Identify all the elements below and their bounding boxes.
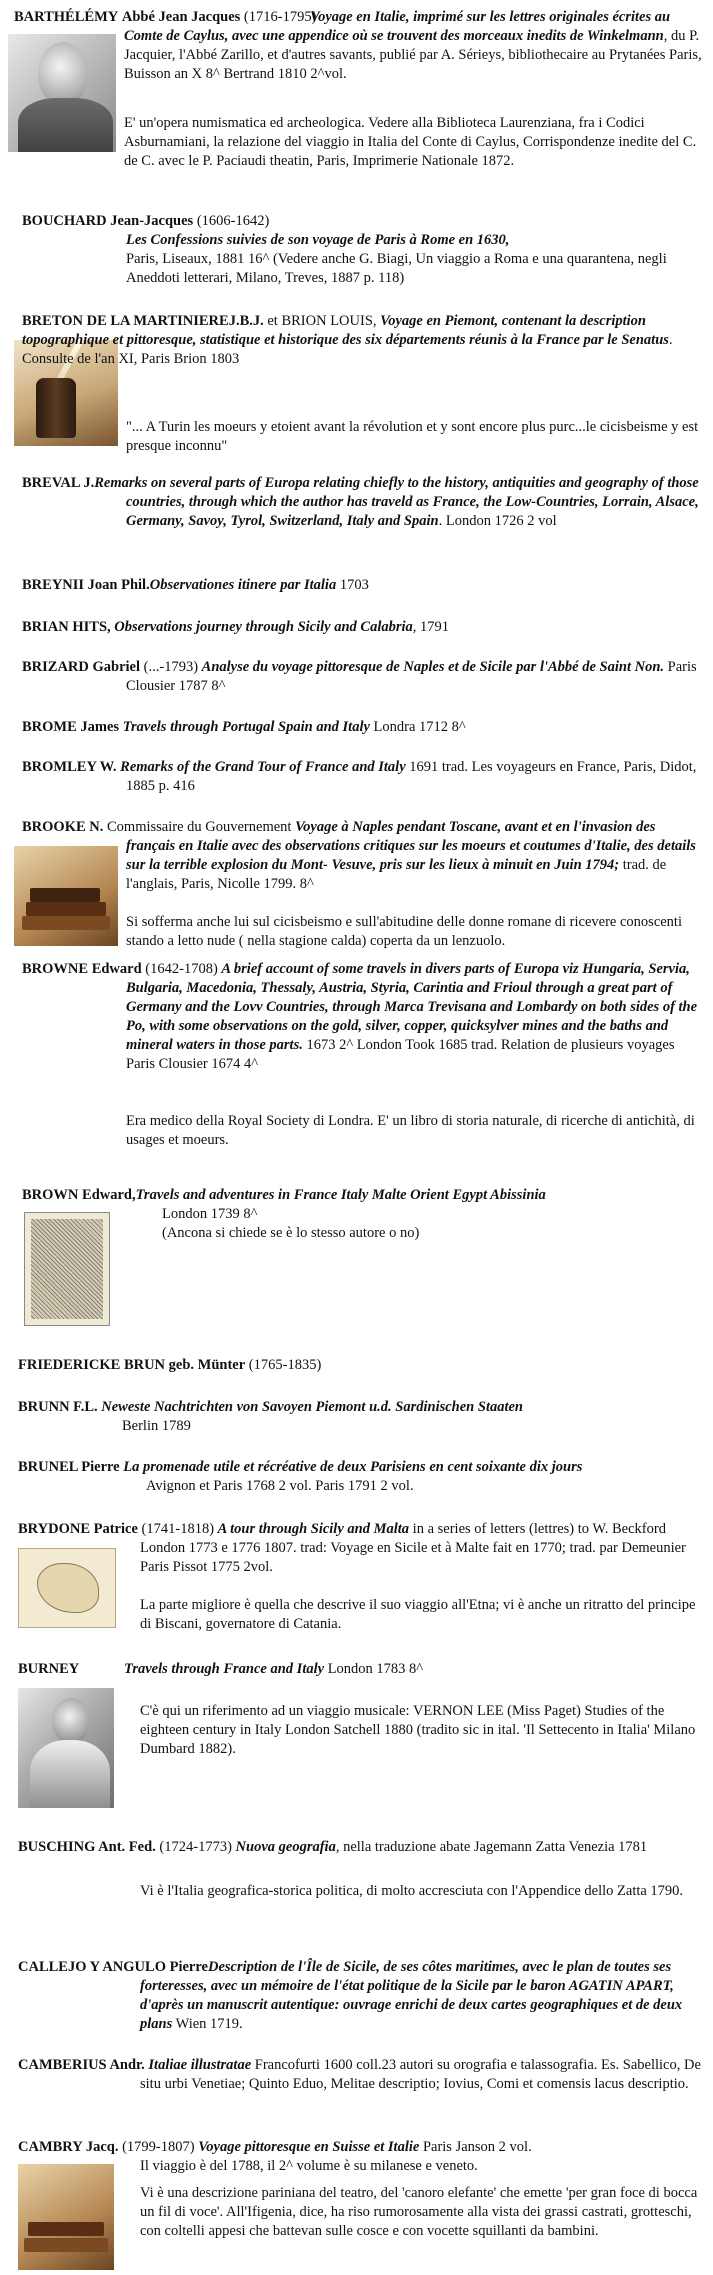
entry-heading — [22, 576, 706, 595]
book-title: Travels through Portugal Spain and Italy — [122, 719, 370, 735]
author-name: CALLEJO Y ANGULO Pierre — [18, 1959, 208, 1975]
entry-body — [146, 1477, 706, 1496]
entry-note — [126, 913, 706, 951]
entry-body — [126, 231, 706, 288]
book-title: Voyage en Piemont, contenant la description topographique et pittoresque, statistique et historique des six départements réunis à la France par le Senatus — [22, 313, 669, 348]
portrait-image — [8, 34, 116, 152]
author-name: BROOKE N. — [22, 819, 104, 835]
author-role: Commissaire du Gouvernement — [103, 819, 296, 835]
author-name: BOUCHARD Jean-Jacques — [22, 213, 194, 229]
entry-note — [140, 1596, 706, 1634]
publication-info: , 1791 — [412, 619, 450, 635]
author-name: BRETON DE LA MARTINIEREJ.B.J. — [22, 313, 264, 329]
book-title: Voyage pittoresque en Suisse et Italie — [198, 2139, 420, 2155]
entry-heading — [18, 1958, 706, 2034]
book-title: Travels through France and Italy — [124, 1661, 325, 1677]
book-title: Voyage à Naples pendant Toscane, avant et en l'invasion des français en Italie avec des observations critiques sur les moeurs et coutumes d'Italie, des details sur la terrible explosion du Mont- Vesuve, pris sur les lieux à minuit en Juin 1794; — [126, 819, 696, 873]
publication-info: , nella traduzione abate Jagemann Zatta Venezia 1781 — [335, 1839, 648, 1855]
entry-heading — [22, 718, 706, 737]
author-name: BRIAN HITS, — [22, 619, 115, 635]
publication-info: London 1783 8^ — [324, 1661, 424, 1677]
publication-info: Paris Janson 2 vol. — [419, 2139, 532, 2155]
entry-heading — [22, 818, 706, 894]
entry-heading — [22, 960, 706, 1074]
book-title: A tour through Sicily and Malta — [217, 1521, 410, 1537]
author-dates: (1724-1773) — [155, 1839, 236, 1855]
co-author: et BRION LOUIS, — [263, 313, 381, 329]
note-text: C'è qui un riferimento ad un viaggio musicale: VERNON LEE (Miss Paget) Studies of the eighteen century in Italy London Satchell 1880 (tradito sic in ital. 'Il Settecento in Italia' Milano Dumbard 1882). — [140, 1703, 696, 1757]
entry-heading — [22, 474, 706, 531]
note-text: E' un'opera numismatica ed archeologica. Vedere alla Biblioteca Laurenziana, fra i Codici Asburnamiani, la relazione del viaggio in Italia del Conte di Caylus, Corrispondenze inedite del C. de C. avec le P. Paciaudi theatin, Paris, Imprimerie Nationale 1872. — [124, 115, 697, 169]
entry-note — [140, 1702, 706, 1759]
author-name: BROMLEY W. — [22, 759, 121, 775]
author-dates: (...-1793) — [140, 659, 202, 675]
author-dates: (1642-1708) — [141, 961, 222, 977]
book-title: Italiae illustratae — [148, 2057, 252, 2073]
author-name: BREYNII Joan Phil. — [22, 577, 150, 593]
note-text-1: Il viaggio è del 1788, il 2^ volume è su milanese e veneto. — [140, 2158, 478, 2174]
entry-heading — [18, 1838, 706, 1857]
entry-heading — [22, 312, 706, 369]
entry-note — [140, 2157, 706, 2176]
publication-info: Paris, Liseaux, 1881 16^ (Vedere anche G. Biagi, Un viaggio a Roma e una quarantena, negli Aneddoti letterari, Milano, Treves, 1887 p. 118) — [126, 251, 667, 286]
entry-body — [162, 1205, 706, 1243]
author-given-name: Abbé Jean Jacques — [121, 9, 241, 25]
author-dates: (1606-1642) — [193, 213, 270, 229]
author-name: BRUNEL Pierre — [18, 1459, 124, 1475]
publication-info: Francofurti 1600 coll.23 autori su orografia e talassografia. Es. Sabellico, De situ urbi Venetiae; Quinto Eduo, Melitae descriptio; Iovius, Comi et comensis lacus descriptio. — [140, 2057, 701, 2092]
publication-info: Londra 1712 8^ — [369, 719, 466, 735]
note-text: Era medico della Royal Society di Londra. E' un libro di storia naturale, di ricerche di antichità, di usages et moeurs. — [126, 1113, 695, 1148]
entry-note — [126, 1112, 706, 1150]
entry-heading — [22, 618, 706, 637]
note-text: Si sofferma anche lui sul cicisbeismo e sull'abitudine delle donne romane di ricevere conoscenti stando a letto nude ( nella stagione calda) coperta da un lenzuolo. — [126, 914, 682, 949]
publication-info: trad. de l'anglais, Paris, Nicolle 1799. 8^ — [126, 857, 667, 892]
book-title: Description de l'Île de Sicile, de ses côtes maritimes, avec le plan de toutes ses forteresses, avec un mémoire de l'état politique de la Sicile par le baron AGATIN APART, d'après un manuscrit autentique: ouvrage enrichi de deux cartes geographiques et de deux plans — [140, 1959, 683, 2032]
publication-info: , du P. Jacquier, l'Abbé Zarillo, et d'autres savants, publié par A. Sérieys, bibliothecaire au Prytanées Paris, Buisson an X 8^ Bertrand 1810 2^vol. — [124, 28, 702, 82]
publication-info: Wien 1719. — [172, 2016, 243, 2032]
author-name: BRYDONE Patrice — [18, 1521, 138, 1537]
note-text: "... A Turin les moeurs y etoient avant la révolution et y sont encore plus purc...le cicisbeisme y est presque inconnu" — [126, 419, 699, 454]
author-name: FRIEDERICKE BRUN geb. Münter — [18, 1357, 246, 1373]
publication-info: . Consulte de l'an XI, Paris Brion 1803 — [22, 332, 673, 367]
entry-note — [124, 114, 706, 171]
entry-heading — [22, 758, 706, 796]
author-name: BROWNE Edward — [22, 961, 142, 977]
publication-info: in a series of letters (lettres) to W. Beckford London 1773 e 1776 1807. trad: Voyage en Sicile et à Malte fait en 1770; trad. par Demeunier Paris Pissot 1775 2vol. — [140, 1521, 686, 1575]
entry-body — [121, 8, 706, 84]
entry-title-line — [124, 1660, 706, 1679]
author-name: BRUNN F.L. — [18, 1399, 102, 1415]
author-name: BROME James — [22, 719, 123, 735]
entry-note — [140, 1882, 706, 1901]
entry-heading — [22, 1186, 706, 1205]
publication-info: Paris Clousier 1787 8^ — [126, 659, 697, 694]
book-title: Voyage en Italie, imprimé sur les lettres originales écrites au Comte de Caylus, avec une appendice où se trouvent des morceaux inedits de Winkelmann — [124, 9, 671, 44]
note-text: Vi è l'Italia geografica-storica politica, di molto accresciuta con l'Appendice dello Zatta 1790. — [140, 1883, 684, 1899]
author-dates: (1741-1818) — [137, 1521, 218, 1537]
entry-note — [140, 2184, 706, 2241]
publication-info: Berlin 1789 — [122, 1418, 191, 1434]
book-title: Travels and adventures in France Italy Malte Orient Egypt Abissinia — [135, 1187, 546, 1203]
books-image — [18, 2164, 114, 2270]
author-name: BURNEY — [18, 1661, 80, 1677]
entry-heading — [22, 658, 706, 696]
entry-body — [122, 1417, 706, 1436]
author-name: CAMBERIUS Andr. — [18, 2057, 149, 2073]
publication-info: London 1739 8^ — [162, 1206, 258, 1222]
author-name: BARTHÉLÉMY — [14, 9, 119, 25]
author-name: BROWN Edward, — [22, 1187, 136, 1203]
entry-heading — [18, 1520, 706, 1577]
note-text-2: Vi è una descrizione pariniana del teatro, del 'canoro elefante' che emette 'per gran foce di bocca un fil di voce'. All'Ifigenia, dice, ha riso rumorosamente alla vista dei grassi castrati, grotteschi, con coltelli appesi che battevan sulle cosce e con vocette squillanti da bambini. — [140, 2185, 698, 2239]
book-title: Observations journey through Sicily and Calabria — [114, 619, 413, 635]
publication-info: 1673 2^ London Took 1685 trad. Relation de plusieurs voyages Paris Clousier 1674 4^ — [126, 1037, 675, 1072]
author-dates: (1716-1795) — [243, 9, 317, 25]
note-text: La parte migliore è quella che descrive il suo viaggio all'Etna; vi è anche un ritratto del principe di Biscani, governatore di Catania. — [140, 1597, 696, 1632]
book-title: Analyse du voyage pittoresque de Naples et de Sicile par l'Abbé de Saint Non. — [201, 659, 665, 675]
book-title: La promenade utile et récréative de deux Parisiens en cent soixante dix jours — [123, 1459, 583, 1475]
author-dates: (1765-1835) — [245, 1357, 322, 1373]
book-title: Les Confessions suivies de son voyage de Paris à Rome en 1630, — [126, 232, 510, 248]
entry-heading — [18, 1458, 706, 1477]
book-title: Remarks of the Grand Tour of France and Italy — [120, 759, 406, 775]
note-text: (Ancona si chiede se è lo stesso autore o no) — [162, 1225, 420, 1241]
book-title: A brief account of some travels in divers parts of Europa viz Hungaria, Servia, Bulgaria, Macedonia, Thessaly, Austria, Styria, Carintia and Frioul through a great part of Germany and the Lovv Countries, through Marca Trevisana and Lombardy on both sides of the Po, with some observations on the gold, silver, copper, quicksylver mines and the baths and mineral waters in those parts. — [126, 961, 698, 1053]
publication-info: 1703 — [336, 577, 369, 593]
author-name: BRIZARD Gabriel — [22, 659, 141, 675]
book-title: Remarks on several parts of Europa relating chiefly to the history, antiquities and geography of those countries, through which the author has traveld as France, the Low-Countries, Lorrain, Alsace, Germany, Savoy, Tyrol, Switzerland, Italy and Spain — [94, 475, 699, 529]
book-title: Observationes itinere par Italia — [149, 577, 337, 593]
engraving-image — [24, 1212, 110, 1326]
entry-heading — [22, 212, 706, 231]
author-name: CAMBRY Jacq. — [18, 2139, 119, 2155]
publication-info: . London 1726 2 vol — [438, 513, 557, 529]
book-title: Nuova geografia — [235, 1839, 336, 1855]
entry-heading — [18, 1398, 706, 1417]
author-dates: (1799-1807) — [118, 2139, 199, 2155]
author-name: BUSCHING Ant. Fed. — [18, 1839, 156, 1855]
portrait-image — [18, 1688, 114, 1808]
publication-info: 1691 trad. Les voyageurs en France, Paris, Didot, 1885 p. 416 — [126, 759, 697, 794]
entry-heading — [18, 1356, 706, 1375]
entry-heading — [18, 2056, 706, 2094]
author-name: BREVAL J. — [22, 475, 95, 491]
entry-heading — [18, 2138, 706, 2157]
book-title: Neweste Nachtrichten von Savoyen Piemont u.d. Sardinischen Staaten — [101, 1399, 523, 1415]
publication-info: Avignon et Paris 1768 2 vol. Paris 1791 2 vol. — [146, 1478, 414, 1494]
entry-note — [126, 418, 706, 456]
